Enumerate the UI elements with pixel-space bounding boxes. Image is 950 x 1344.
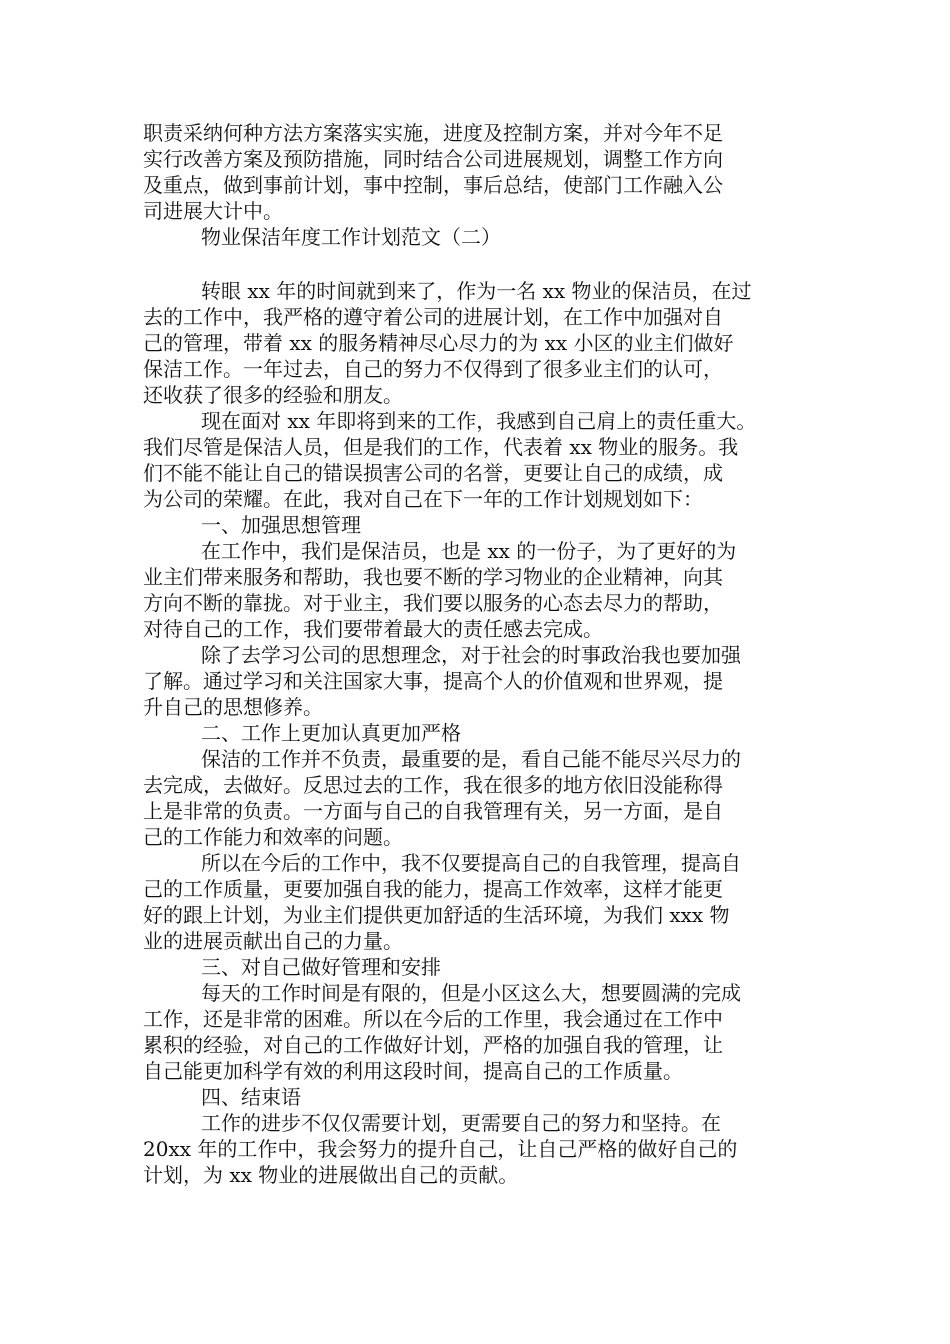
document-title: 物业保洁年度工作计划范文（二）	[201, 225, 501, 249]
paragraph-1: 转眼 xx 年的时间就到来了，作为一名 xx 物业的保洁员，在过 去的工作中，我严格的遵守着公司的进展计划，在工作中加强对自 己的管理，带着 xx 的服务精神尽心尽力的为 xx 小区的业主们做好 保洁工作。一年过去，自己的努力不仅得到了很多业主们的认可， 还收获了很多的经验和朋友。	[143, 279, 752, 407]
paragraph-4: 除了去学习公司的思想理念，对于社会的时事政治我也要加强 了解。通过学习和关注国家大事，提高个人的价值观和世界观，提 升自己的思想修养。	[143, 643, 741, 719]
paragraph-2: 现在面对 xx 年即将到来的工作，我感到自己肩上的责任重大。 我们尽管是保洁人员，但是我们的工作，代表着 xx 物业的服务。我 们不能不能让自己的错误损害公司的名誉，更要让自己的成绩，成 为公司的荣耀。在此，我对自己在下一年的工作计划规划如下：	[143, 409, 757, 511]
paragraph-5: 保洁的工作并不负责，最重要的是，看自己能不能尽兴尽力的 去完成，去做好。反思过去的工作，我在很多的地方依旧没能称得 上是非常的负责。一方面与自己的自我管理有关，另一方面，是自 己的工作能力和效率的问题。	[143, 747, 741, 849]
paragraph-6: 所以在今后的工作中，我不仅要提高自己的自我管理，提高自 己的工作质量，更要加强自我的能力，提高工作效率，这样才能更 好的跟上计划，为业主们提供更加舒适的生活环境，为我们 xxx 物 业的进展贡献出自己的力量。	[143, 851, 741, 953]
paragraph-8: 工作的进步不仅仅需要计划，更需要自己的努力和坚持。在 20xx 年的工作中，我会努力的提升自己，让自己严格的做好自己的 计划，为 xx 物业的进展做出自己的贡献。	[143, 1111, 738, 1187]
paragraph-7: 每天的工作时间是有限的，但是小区这么大，想要圆满的完成 工作，还是非常的困难。所以在今后的工作里，我会通过在工作中 累积的经验，对自己的工作做好计划，严格的加强自我的管理，让 自己能更加科学有效的利用这段时间，提高自己的工作质量。	[143, 981, 741, 1083]
intro-paragraph-tail: 职责采纳何种方法方案落实实施，进度及控制方案，并对今年不足 实行改善方案及预防措施，同时结合公司进展规划，调整工作方向 及重点，做到事前计划，事中控制，事后总结，使部门工作融入公 司进展大计中。	[143, 121, 723, 223]
section-heading-3: 三、对自己做好管理和安排	[201, 955, 441, 979]
section-heading-1: 一、加强思想管理	[201, 513, 361, 537]
document-body	[143, 120, 808, 1188]
paragraph-3: 在工作中，我们是保洁员，也是 xx 的一份子，为了更好的为 业主们带来服务和帮助，我也要不断的学习物业的企业精神，向其 方向不断的靠拢。对于业主，我们要以服务的心态去尽力的帮助， 对待自己的工作，我们要带着最大的责任感去完成。	[143, 539, 737, 641]
blank-line	[143, 250, 808, 278]
section-heading-4: 四、结束语	[201, 1085, 301, 1109]
section-heading-2: 二、工作上更加认真更加严格	[201, 721, 461, 745]
